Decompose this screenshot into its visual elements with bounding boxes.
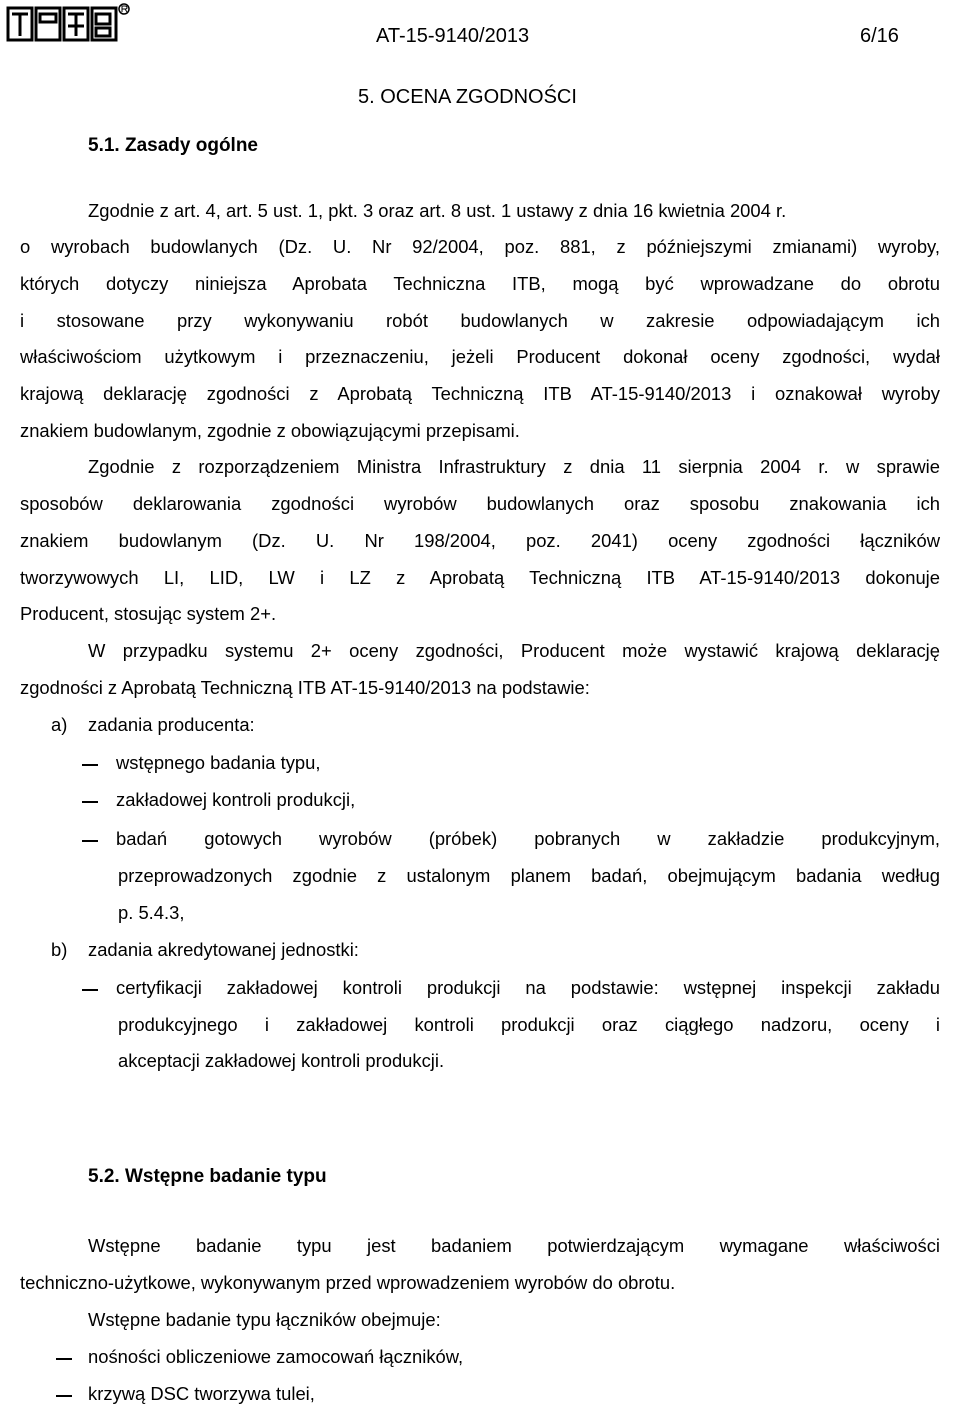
paragraph-line: Producent, stosując system 2+. bbox=[20, 603, 277, 624]
paragraph-line: techniczno-użytkowe, wykonywanym przed wprowadzeniem wyrobów do obrotu. bbox=[20, 1272, 676, 1293]
paragraph-line: sposobów deklarowania zgodności wyrobów budowlanych oraz sposobu znakowania ich bbox=[20, 493, 940, 514]
list-marker-b: b) bbox=[51, 939, 68, 960]
paragraph-line: Wstępne badanie typu łączników obejmuje: bbox=[88, 1309, 441, 1330]
list-item: badań gotowych wyrobów (próbek) pobranych w zakładzie produkcyjnym, bbox=[116, 828, 940, 849]
subsection-heading-5-1: 5.1. Zasady ogólne bbox=[88, 135, 258, 156]
list-marker-a: a) bbox=[51, 714, 68, 735]
paragraph-line: tworzywowych LI, LID, LW i LZ z Aprobatą Techniczną ITB AT-15-9140/2013 dokonuje bbox=[20, 567, 940, 588]
header-page-number: 6/16 bbox=[860, 25, 899, 47]
paragraph-line: Zgodnie z art. 4, art. 5 ust. 1, pkt. 3 oraz art. 8 ust. 1 ustawy z dnia 16 kwietnia 2004 r. bbox=[88, 200, 787, 221]
dash-bullet bbox=[82, 801, 98, 803]
dash-bullet bbox=[82, 764, 98, 766]
list-label-b: zadania akredytowanej jednostki: bbox=[88, 939, 359, 960]
dash-bullet bbox=[56, 1358, 72, 1360]
paragraph-line: zgodności z Aprobatą Techniczną ITB AT-15-9140/2013 na podstawie: bbox=[20, 677, 590, 698]
paragraph-line: których dotyczy niniejsza Aprobata Techniczna ITB, mogą być wprowadzane do obrotu bbox=[20, 273, 940, 294]
paragraph-line: o wyrobach budowlanych (Dz. U. Nr 92/2004, poz. 881, z późniejszymi zmianami) wyroby, bbox=[20, 236, 940, 257]
paragraph-line: właściwościom użytkowym i przeznaczeniu, jeżeli Producent dokonał oceny zgodności, wydał bbox=[20, 346, 940, 367]
subsection-heading-5-2: 5.2. Wstępne badanie typu bbox=[88, 1166, 327, 1187]
list-item-continuation: przeprowadzonych zgodnie z ustalonym planem badań, obejmującym badania według bbox=[118, 865, 940, 886]
header-document-number: AT-15-9140/2013 bbox=[376, 25, 530, 47]
list-item-continuation: produkcyjnego i zakładowej kontroli produkcji oraz ciągłego nadzoru, oceny i bbox=[118, 1014, 940, 1035]
dash-bullet bbox=[82, 840, 98, 842]
paragraph-line: znakiem budowlanym (Dz. U. Nr 198/2004, poz. 2041) oceny zgodności łączników bbox=[20, 530, 940, 551]
paragraph-line: znakiem budowlanym, zgodnie z obowiązującymi przepisami. bbox=[20, 420, 520, 441]
paragraph-line: i stosowane przy wykonywaniu robót budowlanych w zakresie odpowiadającym ich bbox=[20, 310, 940, 331]
paragraph-line: krajową deklarację zgodności z Aprobatą Techniczną ITB AT-15-9140/2013 i oznakował wyroby bbox=[20, 383, 940, 404]
paragraph-line: Zgodnie z rozporządzeniem Ministra Infrastruktury z dnia 11 sierpnia 2004 r. w sprawie bbox=[88, 456, 940, 477]
list-item-continuation: akceptacji zakładowej kontroli produkcji. bbox=[118, 1050, 445, 1071]
list-label-a: zadania producenta: bbox=[88, 714, 255, 735]
list-item-continuation: p. 5.4.3, bbox=[118, 902, 185, 923]
itb-logo bbox=[6, 2, 130, 44]
dash-bullet bbox=[82, 989, 98, 991]
list-item: zakładowej kontroli produkcji, bbox=[116, 789, 356, 810]
list-item: nośności obliczeniowe zamocowań łączników, bbox=[88, 1346, 464, 1367]
dash-bullet bbox=[56, 1395, 72, 1397]
section-title: 5. OCENA ZGODNOŚCI bbox=[358, 86, 577, 108]
list-item: wstępnego badania typu, bbox=[116, 752, 321, 773]
paragraph-line: W przypadku systemu 2+ oceny zgodności, Producent może wystawić krajową deklarację bbox=[88, 640, 940, 661]
list-item: krzywą DSC tworzywa tulei, bbox=[88, 1383, 315, 1404]
list-item: certyfikacji zakładowej kontroli produkcji na podstawie: wstępnej inspekcji zakładu bbox=[116, 977, 940, 998]
paragraph-line: Wstępne badanie typu jest badaniem potwierdzającym wymagane właściwości bbox=[88, 1235, 940, 1256]
